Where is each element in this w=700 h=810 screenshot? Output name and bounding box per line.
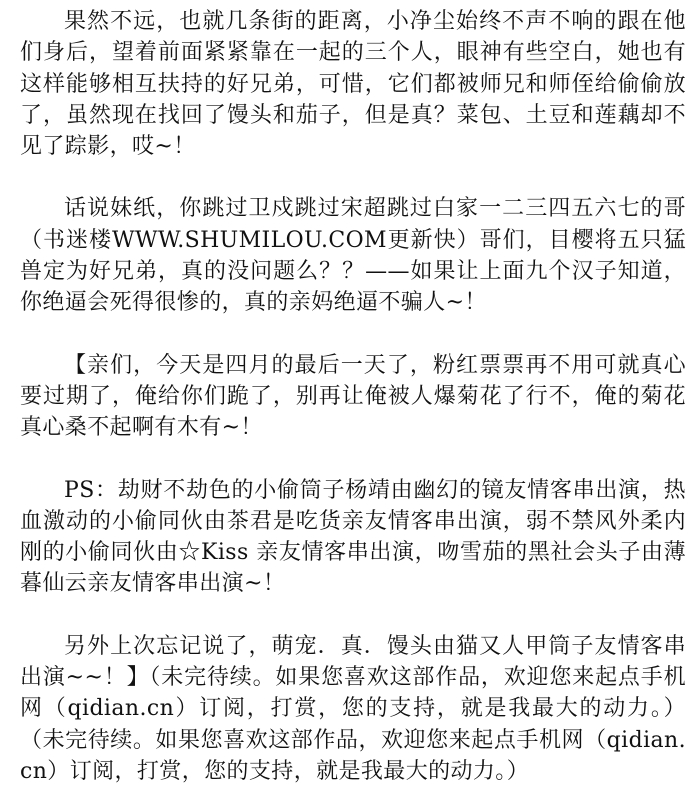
paragraph-gap [20,319,686,350]
paragraph-gap [20,444,686,475]
paragraph-gap [20,162,686,193]
paragraph-1: 果然不远，也就几条街的距离，小净尘始终不声不响的跟在他们身后，望着前面紧紧靠在一起的三个人，眼神有些空白，她也有这样能够相互扶持的好兄弟，可惜，它们都被师兄和师侄给偷偷放了，虽然现在找回了馒头和茄子，但是真？菜包、土豆和莲藕却不见了踪影，哎~！ [20,9,686,160]
paragraph-4: PS：劫财不劫色的小偷筒子杨靖由幽幻的镜友情客串出演，热血激动的小偷同伙由茶君是吃货亲友情客串出演，弱不禁风外柔内刚的小偷同伙由☆Kiss 亲友情客串出演，吻雪茄的黑社会头子由薄暮仙云亲友情客串出演~！ [20,477,686,597]
paragraph-5: 另外上次忘记说了，萌宠．真．馒头由猫又人甲筒子友情客串出演~~！】（未完待续。如果您喜欢这部作品，欢迎您来起点手机网（qidian.cn）订阅，打赏，您的支持，就是我最大的动力。）（未完待续。如果您喜欢这部作品，欢迎您来起点手机网（qidian.cn）订阅，打赏，您的支持，就是我最大的动力。） [20,633,686,784]
paragraph-3: 【亲们，今天是四月的最后一天了，粉红票票再不用可就真心要过期了，俺给你们跪了，别再让俺被人爆菊花了行不，俺的菊花真心桑不起啊有木有~！ [20,352,686,441]
paragraph-gap [20,600,686,631]
paragraph-2: 话说妹纸，你跳过卫戍跳过宋超跳过白家一二三四五六七的哥（书迷楼WWW.SHUMILOU.COM更新快）哥们，目樱将五只猛兽定为好兄弟，真的没问题么？？——如果让上面九个汉子知道，你绝逼会死得很惨的，真的亲妈绝逼不骗人~！ [20,196,686,316]
